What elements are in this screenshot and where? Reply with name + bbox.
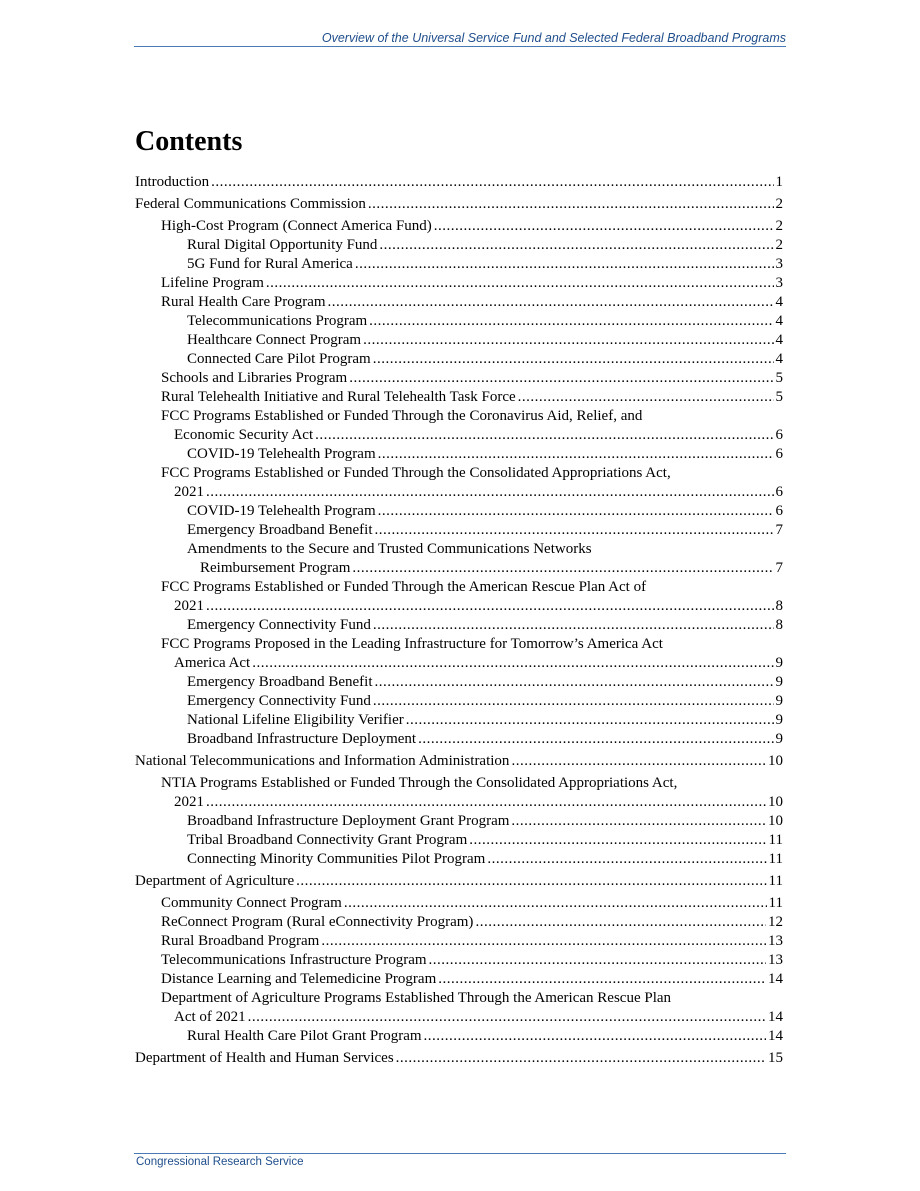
toc-entry-page: 3 xyxy=(775,256,783,272)
toc-entry-page: 6 xyxy=(775,503,783,519)
toc-entry-page: 4 xyxy=(775,351,783,367)
toc-entry[interactable] xyxy=(135,388,783,407)
toc-entry-title: Department of Health and Human Services xyxy=(135,1050,394,1066)
toc-entry-page: 5 xyxy=(775,389,783,405)
toc-entry[interactable] xyxy=(135,502,783,521)
running-header: Overview of the Universal Service Fund and Selected Federal Broadband Programs xyxy=(321,31,786,45)
toc-entry-page: 2 xyxy=(775,237,783,253)
toc-entry-page: 11 xyxy=(768,895,783,911)
page-title: Contents xyxy=(135,126,243,157)
toc-entry-title: Emergency Broadband Benefit xyxy=(187,522,373,538)
toc-entry[interactable] xyxy=(135,407,783,445)
toc-entry[interactable] xyxy=(135,730,783,749)
toc-entry-title: ReConnect Program (Rural eConnectivity Program) xyxy=(161,914,474,930)
toc-entry-page: 13 xyxy=(768,933,783,949)
toc-entry-title: Connected Care Pilot Program xyxy=(187,351,371,367)
toc-entry-title: FCC Programs Proposed in the Leading Infrastructure for Tomorrow’s America Act xyxy=(161,636,663,652)
toc-entry-page: 6 xyxy=(775,484,783,500)
toc-entry-page: 10 xyxy=(768,813,783,829)
toc-entry[interactable] xyxy=(135,195,783,214)
toc-entry[interactable] xyxy=(135,774,783,812)
toc-entry[interactable] xyxy=(135,293,783,312)
toc-entry[interactable] xyxy=(135,872,783,891)
toc-entry-title: Emergency Connectivity Fund xyxy=(187,693,371,709)
toc-entry-page: 13 xyxy=(768,952,783,968)
toc-entry-page: 12 xyxy=(768,914,783,930)
toc-entry-title: Rural Health Care Pilot Grant Program xyxy=(187,1028,422,1044)
toc-entry[interactable] xyxy=(135,711,783,730)
toc-entry-title-cont: 2021 xyxy=(174,598,204,614)
toc-entry-title: NTIA Programs Established or Funded Through the Consolidated Appropriations Act, xyxy=(161,775,678,791)
toc-entry-title: Department of Agriculture xyxy=(135,873,295,889)
toc-entry-title: Schools and Libraries Program xyxy=(161,370,348,386)
toc-entry[interactable] xyxy=(135,255,783,274)
toc-entry-page: 11 xyxy=(768,851,783,867)
toc-entry-page: 10 xyxy=(768,794,783,810)
toc-entry-title: Connecting Minority Communities Pilot Program xyxy=(187,851,486,867)
toc-entry[interactable] xyxy=(135,894,783,913)
toc-entry-page: 7 xyxy=(775,522,783,538)
toc-entry-page: 6 xyxy=(775,427,783,443)
toc-entry-title: High-Cost Program (Connect America Fund) xyxy=(161,218,432,234)
toc-entry-page: 9 xyxy=(775,712,783,728)
toc-entry[interactable] xyxy=(135,692,783,711)
toc-entry[interactable] xyxy=(135,173,783,192)
toc-entry-title-cont: Economic Security Act xyxy=(174,427,314,443)
toc-entry-title: Broadband Infrastructure Deployment Grant Program xyxy=(187,813,510,829)
toc-entry[interactable] xyxy=(135,831,783,850)
toc-entry-page: 1 xyxy=(775,174,783,190)
toc-entry-page: 9 xyxy=(775,731,783,747)
toc-entry-title: Telecommunications Program xyxy=(187,313,368,329)
toc-entry[interactable] xyxy=(135,850,783,869)
toc-entry-title: Emergency Connectivity Fund xyxy=(187,617,371,633)
toc-entry-title-cont: 2021 xyxy=(174,794,204,810)
toc-entry-page: 11 xyxy=(768,832,783,848)
toc-entry[interactable] xyxy=(135,932,783,951)
toc-entry-title: Community Connect Program xyxy=(161,895,342,911)
toc-entry-page: 9 xyxy=(775,674,783,690)
toc-entry-title: Rural Telehealth Initiative and Rural Telehealth Task Force xyxy=(161,389,516,405)
toc-entry-page: 2 xyxy=(775,218,783,234)
toc-entry-title: Distance Learning and Telemedicine Program xyxy=(161,971,437,987)
toc-entry[interactable] xyxy=(135,445,783,464)
toc-entry[interactable] xyxy=(135,951,783,970)
toc-entry-title: Healthcare Connect Program xyxy=(187,332,362,348)
toc-entry[interactable] xyxy=(135,913,783,932)
toc-entry-title: 5G Fund for Rural America xyxy=(187,256,353,272)
toc-entry-title: FCC Programs Established or Funded Through the Consolidated Appropriations Act, xyxy=(161,465,671,481)
footer-org: Congressional Research Service xyxy=(136,1156,304,1168)
toc-entry-title: Department of Agriculture Programs Established Through the American Rescue Plan xyxy=(161,990,672,1006)
toc-entry[interactable] xyxy=(135,1049,783,1068)
footer-rule xyxy=(134,1153,786,1154)
toc-entry-title: COVID-19 Telehealth Program xyxy=(187,503,376,519)
toc-entry-title: Rural Digital Opportunity Fund xyxy=(187,237,378,253)
toc-entry[interactable] xyxy=(135,274,783,293)
toc-entry[interactable] xyxy=(135,752,783,771)
toc-entry-page: 8 xyxy=(775,617,783,633)
toc-entry[interactable] xyxy=(135,616,783,635)
toc-entry-title: FCC Programs Established or Funded Through the American Rescue Plan Act of xyxy=(161,579,647,595)
toc-entry-page: 4 xyxy=(775,294,783,310)
toc-entry[interactable] xyxy=(135,989,783,1027)
toc-entry-title: Federal Communications Commission xyxy=(135,196,366,212)
toc-entry[interactable] xyxy=(135,521,783,540)
toc-entry-page: 2 xyxy=(775,196,783,212)
toc-entry-title: Broadband Infrastructure Deployment xyxy=(187,731,417,747)
toc-entry-page: 14 xyxy=(768,1028,783,1044)
toc-entry-page: 8 xyxy=(775,598,783,614)
toc-entry-page: 14 xyxy=(768,971,783,987)
toc-entry-page: 11 xyxy=(768,873,783,889)
toc-entry-title: Emergency Broadband Benefit xyxy=(187,674,373,690)
toc-entry-title-cont: 2021 xyxy=(174,484,204,500)
toc-entry-page: 3 xyxy=(775,275,783,291)
toc-entry-page: 10 xyxy=(768,753,783,769)
toc-entry-title: COVID-19 Telehealth Program xyxy=(187,446,376,462)
toc-entry-title-cont: Act of 2021 xyxy=(174,1009,246,1025)
toc-entry-title: FCC Programs Established or Funded Through the Coronavirus Aid, Relief, and xyxy=(161,408,643,424)
toc-entry-page: 5 xyxy=(775,370,783,386)
toc-entry[interactable] xyxy=(135,236,783,255)
toc-entry[interactable] xyxy=(135,673,783,692)
toc-entry[interactable] xyxy=(135,635,783,673)
toc-entry[interactable] xyxy=(135,369,783,388)
toc-entry[interactable] xyxy=(135,578,783,616)
toc-entry-page: 7 xyxy=(775,560,783,576)
toc-entry[interactable] xyxy=(135,1027,783,1046)
toc-entry-page: 14 xyxy=(768,1009,783,1025)
toc-entry-title: Lifeline Program xyxy=(161,275,264,291)
toc-entry-page: 6 xyxy=(775,446,783,462)
toc-entry-title: Tribal Broadband Connectivity Grant Program xyxy=(187,832,468,848)
toc-entry-page: 4 xyxy=(775,313,783,329)
header-rule xyxy=(134,46,786,47)
toc-entry-title: Amendments to the Secure and Trusted Communications Networks xyxy=(187,541,592,557)
toc-entry-title: Rural Broadband Program xyxy=(161,933,320,949)
toc-entry[interactable] xyxy=(135,812,783,831)
toc-entry-title: Introduction xyxy=(135,174,210,190)
toc-entry-title: Telecommunications Infrastructure Program xyxy=(161,952,427,968)
toc-entry-title-cont: America Act xyxy=(174,655,251,671)
toc-entry-title: National Lifeline Eligibility Verifier xyxy=(187,712,404,728)
toc-entry[interactable] xyxy=(135,540,783,578)
toc-entry[interactable] xyxy=(135,970,783,989)
toc-entry-page: 15 xyxy=(768,1050,783,1066)
toc-entry[interactable] xyxy=(135,331,783,350)
toc-entry-page: 9 xyxy=(775,693,783,709)
toc-entry-page: 9 xyxy=(775,655,783,671)
toc-entry-title-cont: Reimbursement Program xyxy=(200,560,351,576)
table-of-contents xyxy=(135,173,783,1068)
toc-entry-title: National Telecommunications and Information Administration xyxy=(135,753,510,769)
toc-entry-title: Rural Health Care Program xyxy=(161,294,326,310)
toc-entry-page: 4 xyxy=(775,332,783,348)
toc-entry[interactable] xyxy=(135,464,783,502)
toc-entry[interactable] xyxy=(135,217,783,236)
toc-entry[interactable] xyxy=(135,312,783,331)
toc-entry[interactable] xyxy=(135,350,783,369)
